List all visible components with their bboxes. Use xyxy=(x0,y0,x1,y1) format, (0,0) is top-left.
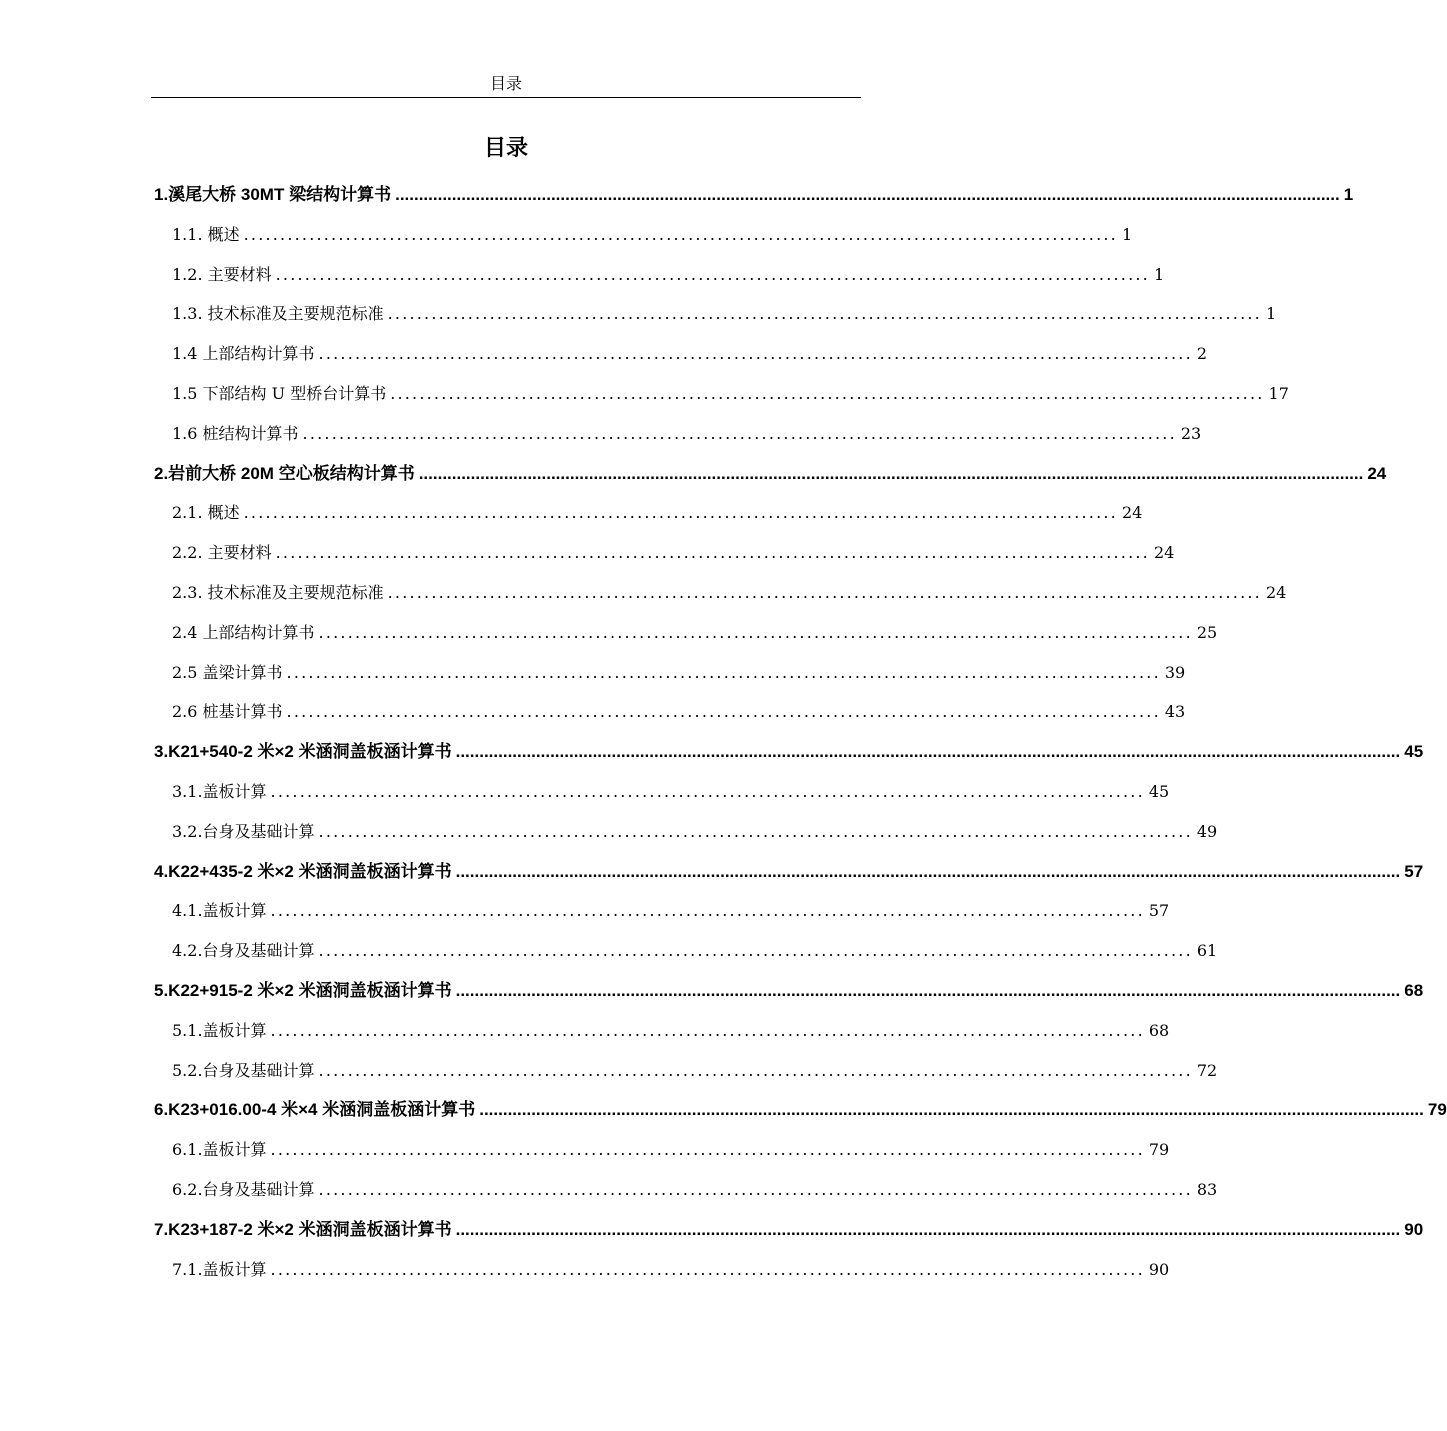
toc-page-number: 1 xyxy=(1121,225,1133,244)
toc-section-entry[interactable] xyxy=(172,1138,1170,1162)
toc-entry-label: 6.2.台身及基础计算 xyxy=(172,1180,315,1199)
toc-page-number: 24 xyxy=(1121,503,1143,522)
toc-dot-leader: ........................................................................................................................ xyxy=(270,1021,1145,1040)
toc-page-number: 43 xyxy=(1164,702,1186,721)
toc-dot-leader: ........................................................................................................................ xyxy=(318,1061,1193,1080)
toc-page-number: 68 xyxy=(1404,981,1424,1000)
toc-page-number: 79 xyxy=(1427,1100,1447,1119)
toc-dot-leader: ........................................................................................................................ xyxy=(270,1140,1145,1159)
toc-page-number: 1 xyxy=(1153,265,1165,284)
toc-entry-label: 1.1. 概述 xyxy=(172,225,240,244)
toc-entry-label: 2.5 盖梁计算书 xyxy=(172,663,283,682)
toc-page-number: 2 xyxy=(1196,344,1208,363)
toc-section-entry[interactable] xyxy=(172,1258,1170,1282)
toc-dot-leader: ........................................................................................................................ xyxy=(243,225,1118,244)
toc-page-number: 90 xyxy=(1404,1220,1424,1239)
toc-dot-leader: ........................................................................................................................ xyxy=(275,543,1150,562)
toc-entry-label: 4.2.台身及基础计算 xyxy=(172,941,315,960)
toc-dot-leader: ........................................................................................................................ xyxy=(243,503,1118,522)
toc-entry-label: 2.2. 主要材料 xyxy=(172,543,272,562)
toc-chapter-entry[interactable] xyxy=(154,860,1424,884)
toc-dot-leader: ........................................................................................................................ xyxy=(318,941,1193,960)
toc-entry-label: 4.K22+435-2 米×2 米涵洞盖板涵计算书 xyxy=(154,862,452,881)
toc-entry-label: 4.1.盖板计算 xyxy=(172,901,267,920)
toc-page-number: 24 xyxy=(1153,543,1175,562)
toc-entry-label: 1.2. 主要材料 xyxy=(172,265,272,284)
toc-dot-leader: ........................................................................................................................ xyxy=(387,583,1262,602)
toc-section-entry[interactable] xyxy=(172,223,1133,247)
toc-section-entry[interactable] xyxy=(172,1059,1218,1083)
toc-chapter-entry[interactable] xyxy=(154,183,1354,207)
toc-section-entry[interactable] xyxy=(172,501,1143,525)
toc-entry-label: 2.1. 概述 xyxy=(172,503,240,522)
toc-dot-leader: ........................................................................................................................................................................................................ xyxy=(395,185,1340,204)
toc-page-number: 1 xyxy=(1265,304,1277,323)
toc-section-entry[interactable] xyxy=(172,700,1186,724)
toc-section-entry[interactable] xyxy=(172,422,1202,446)
toc-chapter-entry[interactable] xyxy=(154,979,1424,1003)
toc-section-entry[interactable] xyxy=(172,621,1218,645)
toc-dot-leader: ........................................................................................................................................................................................................ xyxy=(455,742,1401,761)
toc-section-entry[interactable] xyxy=(172,780,1170,804)
toc-dot-leader: ........................................................................................................................ xyxy=(286,663,1161,682)
toc-entry-label: 3.2.台身及基础计算 xyxy=(172,822,315,841)
toc-entry-label: 1.5 下部结构 U 型桥台计算书 xyxy=(172,384,387,403)
toc-entry-label: 6.1.盖板计算 xyxy=(172,1140,267,1159)
toc-section-entry[interactable] xyxy=(172,899,1170,923)
toc-dot-leader: ........................................................................................................................................................................................................ xyxy=(455,1220,1401,1239)
toc-dot-leader: ........................................................................................................................................................................................................ xyxy=(479,1100,1424,1119)
toc-entry-label: 3.1.盖板计算 xyxy=(172,782,267,801)
toc-section-entry[interactable] xyxy=(172,820,1218,844)
toc-dot-leader: ........................................................................................................................................................................................................ xyxy=(455,862,1401,881)
toc-page-number: 24 xyxy=(1265,583,1287,602)
toc-section-entry[interactable] xyxy=(172,263,1165,287)
toc-entry-label: 7.K23+187-2 米×2 米涵洞盖板涵计算书 xyxy=(154,1220,452,1239)
toc-entry-label: 2.3. 技术标准及主要规范标准 xyxy=(172,583,384,602)
toc-section-entry[interactable] xyxy=(172,939,1218,963)
toc-dot-leader: ........................................................................................................................ xyxy=(270,901,1145,920)
toc-page-number: 25 xyxy=(1196,623,1218,642)
toc-page-number: 39 xyxy=(1164,663,1186,682)
toc-dot-leader: ........................................................................................................................ xyxy=(390,384,1265,403)
toc-page-number: 23 xyxy=(1180,424,1202,443)
toc-dot-leader: ........................................................................................................................ xyxy=(387,304,1262,323)
toc-dot-leader: ........................................................................................................................ xyxy=(318,623,1193,642)
toc-section-entry[interactable] xyxy=(172,661,1186,685)
toc-entry-label: 2.6 桩基计算书 xyxy=(172,702,283,721)
toc-dot-leader: ........................................................................................................................ xyxy=(275,265,1150,284)
toc-dot-leader: ........................................................................................................................ xyxy=(286,702,1161,721)
toc-page-number: 24 xyxy=(1367,464,1387,483)
toc-page-number: 79 xyxy=(1148,1140,1170,1159)
toc-page-number: 72 xyxy=(1196,1061,1218,1080)
toc-entry-label: 6.K23+016.00-4 米×4 米涵洞盖板涵计算书 xyxy=(154,1100,476,1119)
toc-page-number: 83 xyxy=(1196,1180,1218,1199)
toc-dot-leader: ........................................................................................................................ xyxy=(318,822,1193,841)
toc-entry-label: 5.1.盖板计算 xyxy=(172,1021,267,1040)
toc-chapter-entry[interactable] xyxy=(154,1218,1424,1242)
toc-entry-label: 1.3. 技术标准及主要规范标准 xyxy=(172,304,384,323)
running-header: 目录 xyxy=(489,74,522,93)
toc-section-entry[interactable] xyxy=(172,302,1277,326)
toc-dot-leader: ........................................................................................................................................................................................................ xyxy=(455,981,1401,1000)
toc-section-entry[interactable] xyxy=(172,382,1289,406)
toc-page-number: 90 xyxy=(1148,1260,1170,1279)
toc-dot-leader: ........................................................................................................................ xyxy=(318,1180,1193,1199)
toc-chapter-entry[interactable] xyxy=(154,462,1387,486)
toc-dot-leader: ........................................................................................................................ xyxy=(270,782,1145,801)
toc-dot-leader: ........................................................................................................................ xyxy=(302,424,1177,443)
toc-chapter-entry[interactable] xyxy=(154,740,1424,764)
toc-page-number: 45 xyxy=(1404,742,1424,761)
toc-entry-label: 5.2.台身及基础计算 xyxy=(172,1061,315,1080)
toc-page-number: 49 xyxy=(1196,822,1218,841)
toc-section-entry[interactable] xyxy=(172,581,1287,605)
toc-dot-leader: ........................................................................................................................ xyxy=(318,344,1193,363)
toc-page-number: 61 xyxy=(1196,941,1218,960)
page-title: 目录 xyxy=(483,136,528,161)
toc-dot-leader: ........................................................................................................................................................................................................ xyxy=(418,464,1364,483)
toc-entry-label: 5.K22+915-2 米×2 米涵洞盖板涵计算书 xyxy=(154,981,452,1000)
toc-entry-label: 1.6 桩结构计算书 xyxy=(172,424,299,443)
toc-section-entry[interactable] xyxy=(172,342,1208,366)
toc-entry-label: 7.1.盖板计算 xyxy=(172,1260,267,1279)
toc-section-entry[interactable] xyxy=(172,541,1175,565)
toc-entry-label: 1.4 上部结构计算书 xyxy=(172,344,315,363)
toc-section-entry[interactable] xyxy=(172,1019,1170,1043)
toc-page-number: 57 xyxy=(1148,901,1170,920)
toc-entry-label: 2.4 上部结构计算书 xyxy=(172,623,315,642)
toc-page-number: 1 xyxy=(1343,185,1354,204)
toc-page-number: 17 xyxy=(1268,384,1289,403)
toc-entry-label: 1.溪尾大桥 30MT 梁结构计算书 xyxy=(154,185,392,204)
toc-page-number: 45 xyxy=(1148,782,1170,801)
toc-dot-leader: ........................................................................................................................ xyxy=(270,1260,1145,1279)
toc-page-number: 68 xyxy=(1148,1021,1170,1040)
toc-entry-label: 2.岩前大桥 20M 空心板结构计算书 xyxy=(154,464,415,483)
toc-page-number: 57 xyxy=(1404,862,1424,881)
toc-section-entry[interactable] xyxy=(172,1178,1218,1202)
toc-entry-label: 3.K21+540-2 米×2 米涵洞盖板涵计算书 xyxy=(154,742,452,761)
toc-chapter-entry[interactable] xyxy=(154,1098,1447,1122)
